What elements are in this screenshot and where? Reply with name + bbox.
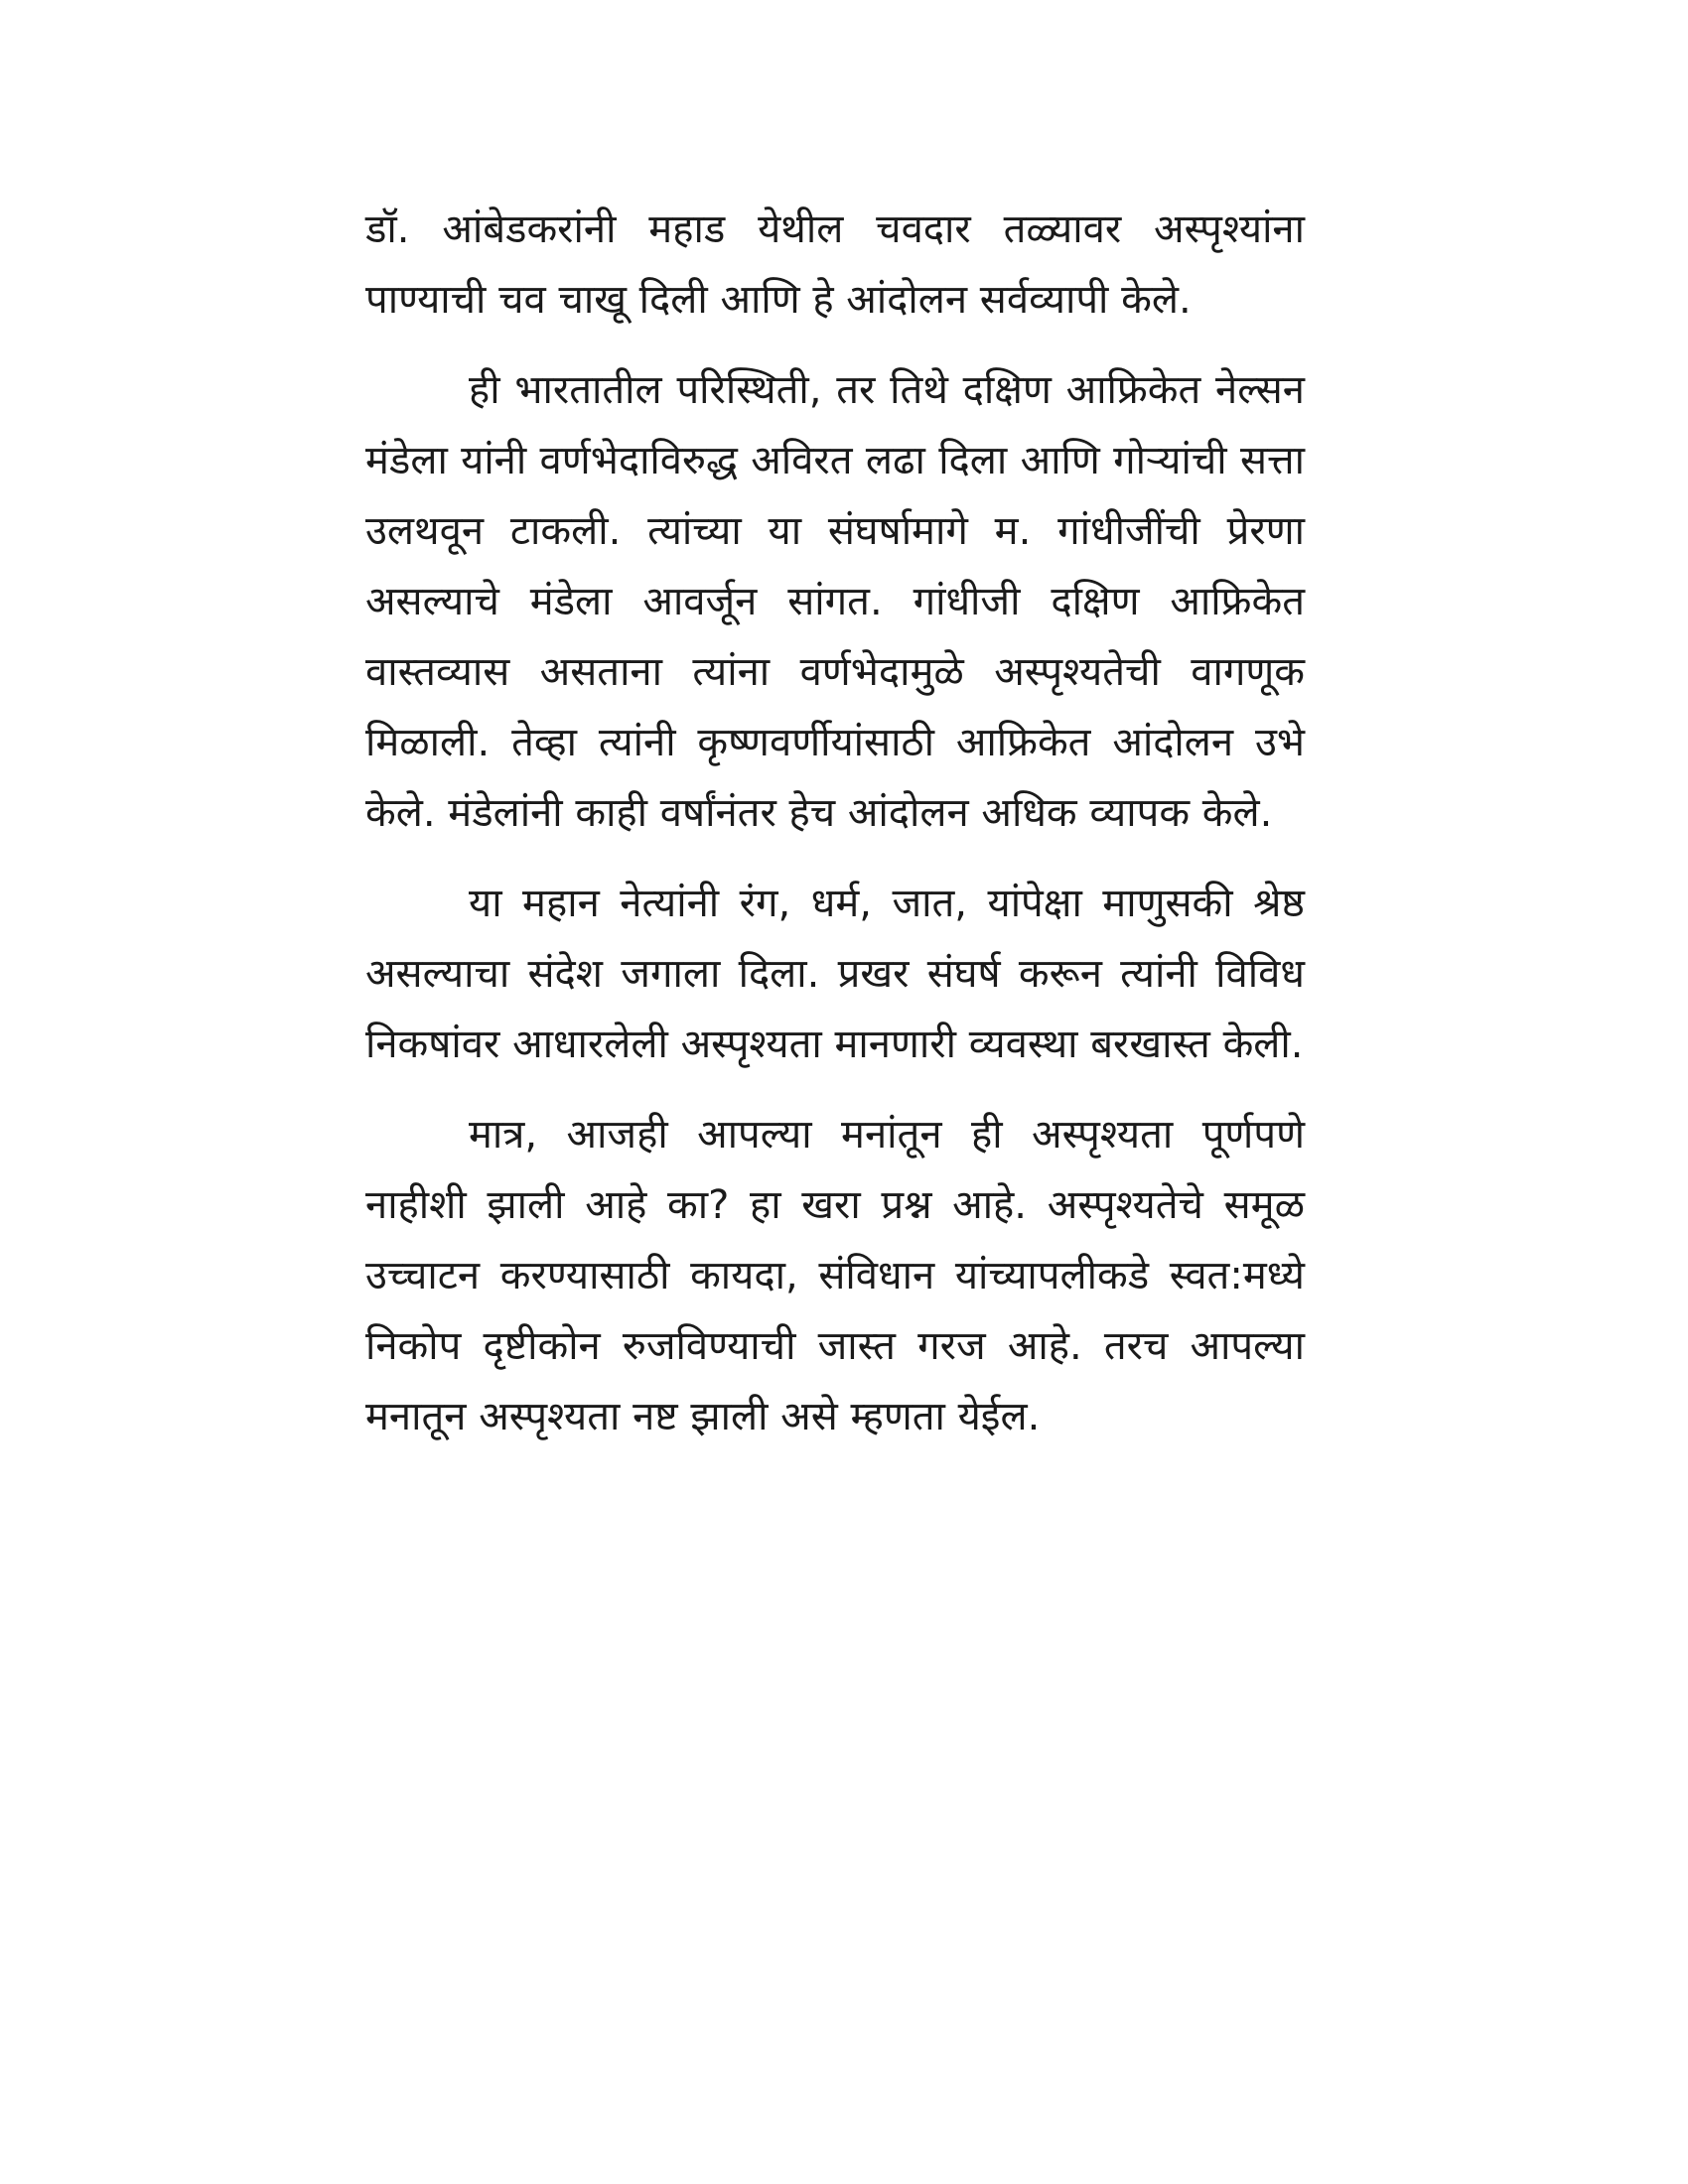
paragraph-4: मात्र, आजही आपल्या मनांतून ही अस्पृश्यता पूर्णपणे नाहीशी झाली आहे का? हा खरा प्रश्न आहे. अस्पृश्यतेचे समूळ उच्चाटन करण्यासाठी कायदा, संविधान यांच्यापलीकडे स्वत:मध्ये निकोप दृष्टीकोन रुजविण्याची जास्त गरज आहे. तरच आपल्या मनातून अस्पृश्यता नष्ट झाली असे म्हणता येईल. [365, 1112, 1305, 1439]
paragraph-2: ही भारतातील परिस्थिती, तर तिथे दक्षिण आफ्रिकेत नेल्सन मंडेला यांनी वर्णभेदाविरुद्ध अविरत लढा दिला आणि गोऱ्यांची सत्ता उलथवून टाकली. त्यांच्या या संघर्षामागे म. गांधीजींची प्रेरणा असल्याचे मंडेला आवर्जून सांगत. गांधीजी दक्षिण आफ्रिकेत वास्तव्यास असताना त्यांना वर्णभेदामुळे अस्पृश्यतेची वागणूक मिळाली. तेव्हा त्यांनी कृष्णवर्णीयांसाठी आफ्रिकेत आंदोलन उभे केले. मंडेलांनी काही वर्षांनंतर हेच आंदोलन अधिक व्यापक केले. [365, 367, 1305, 836]
paragraph-3: या महान नेत्यांनी रंग, धर्म, जात, यांपेक्षा माणुसकी श्रेष्ठ असल्याचा संदेश जगाला दिला. प्रखर संघर्ष करून त्यांनी विविध निकषांवर आधारलेली अस्पृश्यता मानणारी व्यवस्था बरखास्त केली. [365, 881, 1305, 1067]
paragraph-1: डॉ. आंबेडकरांनी महाड येथील चवदार तळ्यावर अस्पृश्यांना पाण्याची चव चाखू दिली आणि हे आंदोलन सर्वव्यापी केले. [365, 206, 1305, 323]
document-body [365, 195, 1305, 1472]
